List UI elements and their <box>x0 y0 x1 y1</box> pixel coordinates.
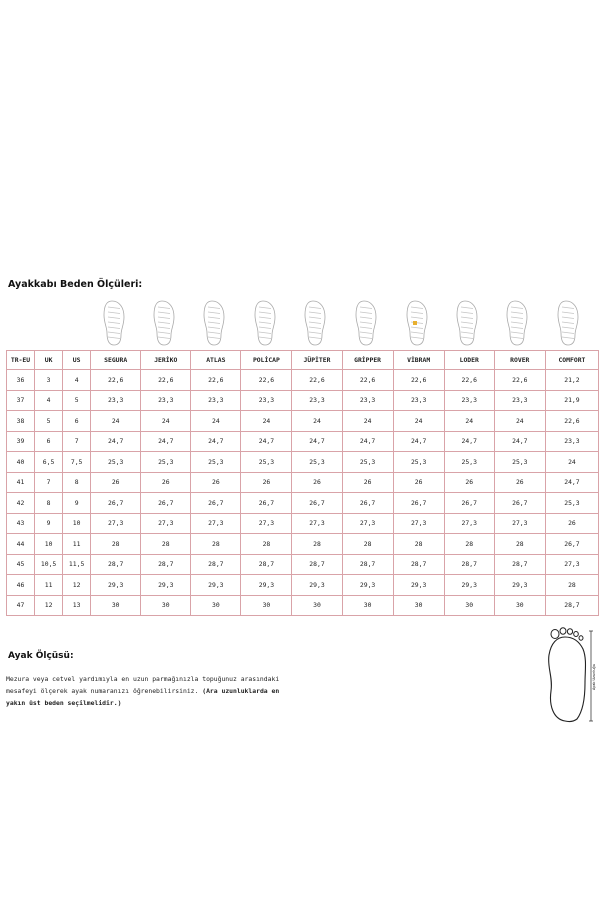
table-cell: 30 <box>91 595 141 616</box>
table-cell: 27,3 <box>241 513 292 534</box>
table-cell: 22,6 <box>444 370 494 391</box>
header-12: COMFORT <box>545 351 598 370</box>
table-cell: 22,6 <box>292 370 342 391</box>
foot-outline-icon <box>543 627 601 723</box>
table-cell: 29,3 <box>91 575 141 596</box>
table-cell: 26,7 <box>292 493 342 514</box>
table-cell: 28,7 <box>292 554 342 575</box>
size-table <box>6 350 599 616</box>
table-cell: 46 <box>7 575 35 596</box>
table-cell: 10 <box>35 534 63 555</box>
table-cell: 27,3 <box>191 513 241 534</box>
table-cell: 11 <box>63 534 91 555</box>
table-cell: 28 <box>141 534 191 555</box>
table-cell: 9 <box>35 513 63 534</box>
comfort-sole-icon <box>544 299 594 347</box>
table-cell: 42 <box>7 493 35 514</box>
table-cell: 23,3 <box>292 390 342 411</box>
table-cell: 25,3 <box>241 452 292 473</box>
table-cell: 23,3 <box>393 390 444 411</box>
table-cell: 5 <box>63 390 91 411</box>
table-cell: 24,7 <box>545 472 598 493</box>
table-cell: 26,7 <box>444 493 494 514</box>
header-2: US <box>63 351 91 370</box>
table-cell: 7,5 <box>63 452 91 473</box>
jeriko-sole-icon <box>140 299 190 347</box>
table-cell: 25,3 <box>494 452 545 473</box>
table-cell: 28 <box>292 534 342 555</box>
table-row <box>7 554 599 575</box>
table-cell: 24,7 <box>191 431 241 452</box>
table-cell: 23,3 <box>444 390 494 411</box>
table-cell: 47 <box>7 595 35 616</box>
table-cell: 26 <box>91 472 141 493</box>
table-cell: 22,6 <box>191 370 241 391</box>
table-cell: 24 <box>393 411 444 432</box>
table-header-row <box>7 351 599 370</box>
table-cell: 44 <box>7 534 35 555</box>
table-cell: 26 <box>342 472 393 493</box>
table-cell: 26,7 <box>494 493 545 514</box>
table-cell: 26 <box>292 472 342 493</box>
table-cell: 27,3 <box>494 513 545 534</box>
table-cell: 28,7 <box>545 595 598 616</box>
table-cell: 26 <box>494 472 545 493</box>
table-row <box>7 472 599 493</box>
table-cell: 12 <box>35 595 63 616</box>
table-cell: 24,7 <box>141 431 191 452</box>
table-cell: 27,3 <box>141 513 191 534</box>
table-cell: 30 <box>191 595 241 616</box>
table-cell: 36 <box>7 370 35 391</box>
header-8: GRİPPER <box>342 351 393 370</box>
table-cell: 9 <box>63 493 91 514</box>
table-cell: 22,6 <box>241 370 292 391</box>
jupiter-sole-icon <box>291 299 341 347</box>
table-cell: 43 <box>7 513 35 534</box>
table-cell: 24 <box>494 411 545 432</box>
table-cell: 25,3 <box>444 452 494 473</box>
table-cell: 4 <box>35 390 63 411</box>
table-cell: 28,7 <box>141 554 191 575</box>
table-cell: 23,3 <box>191 390 241 411</box>
table-cell: 29,3 <box>241 575 292 596</box>
table-cell: 28,7 <box>342 554 393 575</box>
table-cell: 25,3 <box>91 452 141 473</box>
table-cell: 38 <box>7 411 35 432</box>
table-cell: 40 <box>7 452 35 473</box>
table-cell: 28 <box>91 534 141 555</box>
table-cell: 24 <box>191 411 241 432</box>
table-cell: 24 <box>292 411 342 432</box>
table-cell: 23,3 <box>342 390 393 411</box>
foot-text-normal: Mezura veya cetvel yardımıyla en uzun parmağınızla topuğunuz arasındaki mesafeyi ölçerek ayak numaranızı öğrenebilirsiniz. <box>6 675 280 695</box>
table-cell: 27,3 <box>91 513 141 534</box>
table-cell: 26 <box>141 472 191 493</box>
table-cell: 30 <box>241 595 292 616</box>
table-cell: 28 <box>393 534 444 555</box>
table-cell: 28,7 <box>494 554 545 575</box>
table-cell: 10 <box>63 513 91 534</box>
table-cell: 29,3 <box>191 575 241 596</box>
table-row <box>7 575 599 596</box>
table-cell: 30 <box>444 595 494 616</box>
table-row <box>7 452 599 473</box>
table-cell: 26,7 <box>342 493 393 514</box>
table-cell: 28 <box>191 534 241 555</box>
table-cell: 21,2 <box>545 370 598 391</box>
table-cell: 23,3 <box>91 390 141 411</box>
table-cell: 29,3 <box>141 575 191 596</box>
table-cell: 3 <box>35 370 63 391</box>
atlas-sole-icon <box>190 299 240 347</box>
table-row <box>7 431 599 452</box>
table-cell: 24,7 <box>494 431 545 452</box>
header-9: VİBRAM <box>393 351 444 370</box>
table-cell: 30 <box>393 595 444 616</box>
table-cell: 27,3 <box>292 513 342 534</box>
foot-text-bold: (Ara uzunluklarda en yakın üst beden seçilmelidir.) <box>6 687 280 707</box>
table-cell: 23,3 <box>241 390 292 411</box>
table-cell: 30 <box>342 595 393 616</box>
sole-icons-row <box>90 299 599 347</box>
table-cell: 22,6 <box>91 370 141 391</box>
gripper-sole-icon <box>342 299 392 347</box>
table-cell: 30 <box>292 595 342 616</box>
header-4: JERİKO <box>141 351 191 370</box>
table-cell: 5 <box>35 411 63 432</box>
table-cell: 22,6 <box>494 370 545 391</box>
table-cell: 22,6 <box>141 370 191 391</box>
table-cell: 37 <box>7 390 35 411</box>
table-cell: 30 <box>494 595 545 616</box>
table-cell: 28,7 <box>393 554 444 575</box>
table-cell: 8 <box>35 493 63 514</box>
table-cell: 27,3 <box>444 513 494 534</box>
table-cell: 26,7 <box>393 493 444 514</box>
foot-measure-title: Ayak Ölçüsü: <box>8 651 74 661</box>
table-cell: 22,6 <box>393 370 444 391</box>
table-cell: 7 <box>63 431 91 452</box>
header-5: ATLAS <box>191 351 241 370</box>
table-cell: 25,3 <box>191 452 241 473</box>
table-cell: 6 <box>35 431 63 452</box>
table-cell: 24,7 <box>91 431 141 452</box>
table-cell: 24 <box>545 452 598 473</box>
table-cell: 24 <box>342 411 393 432</box>
table-cell: 24,7 <box>342 431 393 452</box>
table-cell: 24 <box>241 411 292 432</box>
table-cell: 25,3 <box>141 452 191 473</box>
table-cell: 28 <box>444 534 494 555</box>
table-cell: 27,3 <box>545 554 598 575</box>
vibram-sole-icon <box>393 299 443 347</box>
loder-sole-icon <box>443 299 493 347</box>
table-cell: 29,3 <box>292 575 342 596</box>
table-cell: 8 <box>63 472 91 493</box>
table-cell: 10,5 <box>35 554 63 575</box>
header-0: TR-EU <box>7 351 35 370</box>
table-cell: 24 <box>141 411 191 432</box>
table-row <box>7 493 599 514</box>
table-cell: 7 <box>35 472 63 493</box>
table-cell: 28 <box>342 534 393 555</box>
table-cell: 28,7 <box>91 554 141 575</box>
table-cell: 22,6 <box>545 411 598 432</box>
chart-title: Ayakkabı Beden Ölçüleri: <box>8 279 143 290</box>
table-cell: 29,3 <box>444 575 494 596</box>
header-1: UK <box>35 351 63 370</box>
table-cell: 26 <box>191 472 241 493</box>
table-cell: 25,3 <box>292 452 342 473</box>
table-cell: 22,6 <box>342 370 393 391</box>
table-cell: 4 <box>63 370 91 391</box>
table-cell: 13 <box>63 595 91 616</box>
table-cell: 26 <box>444 472 494 493</box>
table-cell: 45 <box>7 554 35 575</box>
table-cell: 29,3 <box>393 575 444 596</box>
table-cell: 24,7 <box>393 431 444 452</box>
foot-measure-text <box>6 673 286 709</box>
table-row <box>7 390 599 411</box>
table-row <box>7 534 599 555</box>
header-11: ROVER <box>494 351 545 370</box>
table-cell: 25,3 <box>545 493 598 514</box>
table-cell: 6,5 <box>35 452 63 473</box>
table-cell: 28 <box>241 534 292 555</box>
table-row <box>7 411 599 432</box>
table-cell: 26,7 <box>241 493 292 514</box>
table-cell: 11,5 <box>63 554 91 575</box>
table-cell: 29,3 <box>342 575 393 596</box>
table-cell: 21,9 <box>545 390 598 411</box>
table-cell: 26 <box>393 472 444 493</box>
rover-sole-icon <box>493 299 543 347</box>
table-cell: 26,7 <box>545 534 598 555</box>
table-cell: 12 <box>63 575 91 596</box>
header-7: JÜPİTER <box>292 351 342 370</box>
table-cell: 24,7 <box>444 431 494 452</box>
table-cell: 39 <box>7 431 35 452</box>
table-cell: 24 <box>444 411 494 432</box>
header-6: POLİCAP <box>241 351 292 370</box>
table-row <box>7 595 599 616</box>
table-cell: 26,7 <box>141 493 191 514</box>
table-cell: 6 <box>63 411 91 432</box>
table-cell: 25,3 <box>393 452 444 473</box>
policap-sole-icon <box>241 299 291 347</box>
table-cell: 26,7 <box>91 493 141 514</box>
header-3: SEGURA <box>91 351 141 370</box>
table-cell: 28 <box>545 575 598 596</box>
table-cell: 26 <box>241 472 292 493</box>
table-cell: 24,7 <box>292 431 342 452</box>
table-row <box>7 513 599 534</box>
table-cell: 26,7 <box>191 493 241 514</box>
table-cell: 27,3 <box>393 513 444 534</box>
table-cell: 24 <box>91 411 141 432</box>
table-cell: 28,7 <box>191 554 241 575</box>
table-cell: 26 <box>545 513 598 534</box>
table-cell: 23,3 <box>494 390 545 411</box>
table-cell: 29,3 <box>494 575 545 596</box>
table-cell: 28 <box>494 534 545 555</box>
table-cell: 27,3 <box>342 513 393 534</box>
table-cell: 23,3 <box>141 390 191 411</box>
table-cell: 24,7 <box>241 431 292 452</box>
table-row <box>7 370 599 391</box>
table-cell: 30 <box>141 595 191 616</box>
header-10: LODER <box>444 351 494 370</box>
table-cell: 23,3 <box>545 431 598 452</box>
table-cell: 25,3 <box>342 452 393 473</box>
measure-label: Ayak Uzunluğu <box>592 664 596 690</box>
segura-sole-icon <box>90 299 140 347</box>
table-cell: 11 <box>35 575 63 596</box>
table-cell: 28,7 <box>241 554 292 575</box>
table-cell: 28,7 <box>444 554 494 575</box>
table-cell: 41 <box>7 472 35 493</box>
